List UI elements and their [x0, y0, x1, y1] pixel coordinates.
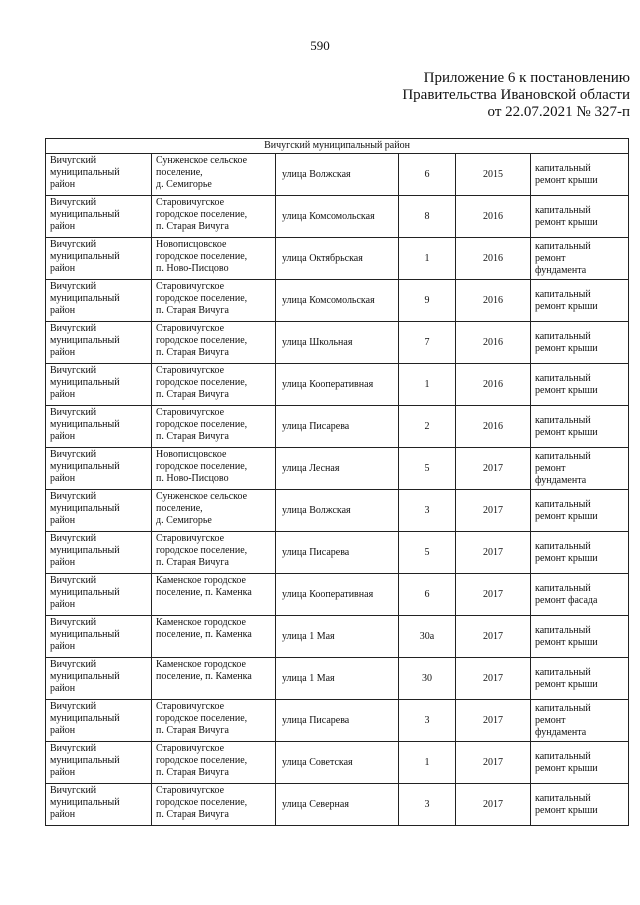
work-type-cell-line: капитальный — [535, 666, 591, 678]
settlement-cell — [152, 280, 276, 322]
work-type-cell-line: ремонт — [535, 714, 566, 726]
district-cell-line: район — [50, 389, 76, 400]
work-type-cell — [531, 532, 629, 574]
settlement-cell-line: д. Семигорье — [156, 515, 212, 526]
settlement-cell — [152, 700, 276, 742]
settlement-cell-line: городское поселение, — [156, 293, 248, 304]
house-number-cell: 1 — [399, 364, 456, 406]
district-cell-line: муниципальный — [50, 419, 120, 430]
table-row — [46, 700, 629, 742]
settlement-cell-line: поселение, п. Каменка — [156, 671, 252, 682]
work-type-cell-line: ремонт крыши — [535, 762, 598, 774]
street-cell: улица Кооперативная — [276, 574, 399, 616]
settlement-cell-line: Новописцовское — [156, 449, 227, 460]
year-cell: 2017 — [456, 490, 531, 532]
district-cell-line: муниципальный — [50, 209, 120, 220]
street-cell: улица Комсомольская — [276, 280, 399, 322]
work-type-cell-line: ремонт крыши — [535, 342, 598, 354]
settlement-cell-line: п. Старая Вичуга — [156, 725, 229, 736]
table-row — [46, 154, 629, 196]
work-type-cell-line: капитальный — [535, 498, 591, 510]
work-type-cell-line: капитальный — [535, 240, 591, 252]
district-cell-line: муниципальный — [50, 293, 120, 304]
district-cell-line: район — [50, 599, 76, 610]
housing-repair-table — [45, 138, 629, 826]
work-type-cell-line: капитальный — [535, 288, 591, 300]
district-cell — [46, 406, 152, 448]
region-title: Вичугский муниципальный район — [46, 139, 629, 154]
settlement-cell-line: п. Старая Вичуга — [156, 809, 229, 820]
work-type-cell-line: капитальный — [535, 162, 591, 174]
district-cell-line: Вичугский — [50, 449, 97, 460]
district-cell-line: муниципальный — [50, 335, 120, 346]
settlement-cell — [152, 490, 276, 532]
work-type-cell-line: капитальный — [535, 702, 591, 714]
work-type-cell-line: ремонт крыши — [535, 426, 598, 438]
page-number: 590 — [310, 38, 330, 53]
settlement-cell — [152, 154, 276, 196]
district-cell-line: муниципальный — [50, 503, 120, 514]
settlement-cell — [152, 322, 276, 364]
settlement-cell-line: п. Старая Вичуга — [156, 305, 229, 316]
table-row — [46, 532, 629, 574]
district-cell — [46, 154, 152, 196]
table-row — [46, 658, 629, 700]
work-type-cell — [531, 238, 629, 280]
district-cell-line: Вичугский — [50, 407, 97, 418]
settlement-cell — [152, 658, 276, 700]
district-cell — [46, 784, 152, 826]
work-type-cell-line: фундамента — [535, 264, 587, 276]
work-type-cell-line: фундамента — [535, 726, 587, 738]
settlement-cell-line: городское поселение, — [156, 545, 248, 556]
work-type-cell — [531, 658, 629, 700]
table-row — [46, 280, 629, 322]
district-cell-line: муниципальный — [50, 755, 120, 766]
settlement-cell-line: п. Старая Вичуга — [156, 389, 229, 400]
district-cell-line: Вичугский — [50, 323, 97, 334]
settlement-cell-line: п. Старая Вичуга — [156, 431, 229, 442]
district-cell-line: район — [50, 641, 76, 652]
work-type-cell-line: капитальный — [535, 540, 591, 552]
district-cell — [46, 280, 152, 322]
district-cell — [46, 448, 152, 490]
settlement-cell-line: Сунженское сельское — [156, 491, 248, 502]
table-row — [46, 742, 629, 784]
work-type-cell-line: ремонт крыши — [535, 384, 598, 396]
header-line-3: от 22.07.2021 № 327-п — [487, 104, 630, 120]
district-cell-line: Вичугский — [50, 659, 97, 670]
district-cell — [46, 616, 152, 658]
street-cell: улица 1 Мая — [276, 658, 399, 700]
settlement-cell — [152, 196, 276, 238]
work-type-cell-line: ремонт крыши — [535, 678, 598, 690]
district-cell — [46, 490, 152, 532]
work-type-cell-line: ремонт крыши — [535, 300, 598, 312]
year-cell: 2017 — [456, 700, 531, 742]
settlement-cell-line: Каменское городское — [156, 659, 246, 670]
settlement-cell-line: городское поселение, — [156, 755, 248, 766]
settlement-cell-line: Старовичугское — [156, 743, 225, 754]
work-type-cell-line: ремонт крыши — [535, 636, 598, 648]
district-cell-line: Вичугский — [50, 575, 97, 586]
work-type-cell-line: капитальный — [535, 204, 591, 216]
work-type-cell — [531, 154, 629, 196]
district-cell-line: район — [50, 263, 76, 274]
district-cell-line: муниципальный — [50, 461, 120, 472]
street-cell: улица Комсомольская — [276, 196, 399, 238]
table-row — [46, 616, 629, 658]
district-cell — [46, 700, 152, 742]
year-cell: 2017 — [456, 742, 531, 784]
work-type-cell-line: ремонт — [535, 252, 566, 264]
work-type-cell — [531, 700, 629, 742]
house-number-cell: 3 — [399, 490, 456, 532]
district-cell-line: муниципальный — [50, 167, 120, 178]
settlement-cell — [152, 448, 276, 490]
year-cell: 2017 — [456, 448, 531, 490]
settlement-cell-line: городское поселение, — [156, 335, 248, 346]
work-type-cell-line: капитальный — [535, 792, 591, 804]
work-type-cell — [531, 784, 629, 826]
district-cell-line: Вичугский — [50, 533, 97, 544]
table-row — [46, 196, 629, 238]
year-cell: 2017 — [456, 574, 531, 616]
table-row — [46, 490, 629, 532]
work-type-cell-line: ремонт крыши — [535, 216, 598, 228]
settlement-cell — [152, 784, 276, 826]
settlement-cell-line: п. Старая Вичуга — [156, 557, 229, 568]
street-cell: улица Северная — [276, 784, 399, 826]
house-number-cell: 2 — [399, 406, 456, 448]
work-type-cell — [531, 448, 629, 490]
year-cell: 2016 — [456, 238, 531, 280]
house-number-cell: 6 — [399, 154, 456, 196]
settlement-cell-line: городское поселение, — [156, 713, 248, 724]
work-type-cell-line: ремонт фасада — [535, 594, 598, 606]
settlement-cell-line: поселение, — [156, 167, 203, 178]
district-cell-line: район — [50, 179, 76, 190]
street-cell: улица Волжская — [276, 154, 399, 196]
year-cell: 2015 — [456, 154, 531, 196]
district-cell-line: район — [50, 809, 76, 820]
work-type-cell — [531, 280, 629, 322]
district-cell-line: район — [50, 473, 76, 484]
work-type-cell — [531, 490, 629, 532]
settlement-cell-line: п. Старая Вичуга — [156, 221, 229, 232]
district-cell-line: Вичугский — [50, 281, 97, 292]
year-cell: 2017 — [456, 532, 531, 574]
street-cell: улица Писарева — [276, 406, 399, 448]
settlement-cell-line: п. Старая Вичуга — [156, 767, 229, 778]
house-number-cell: 8 — [399, 196, 456, 238]
settlement-cell-line: поселение, п. Каменка — [156, 587, 252, 598]
district-cell-line: муниципальный — [50, 545, 120, 556]
document-header — [402, 70, 630, 121]
work-type-cell — [531, 364, 629, 406]
settlement-cell-line: поселение, п. Каменка — [156, 629, 252, 640]
work-type-cell-line: капитальный — [535, 582, 591, 594]
settlement-cell-line: Старовичугское — [156, 785, 225, 796]
district-cell-line: Вичугский — [50, 617, 97, 628]
work-type-cell — [531, 616, 629, 658]
district-cell-line: муниципальный — [50, 713, 120, 724]
settlement-cell-line: городское поселение, — [156, 419, 248, 430]
district-cell — [46, 742, 152, 784]
settlement-cell-line: поселение, — [156, 503, 203, 514]
work-type-cell-line: ремонт крыши — [535, 174, 598, 186]
settlement-cell — [152, 616, 276, 658]
house-number-cell: 1 — [399, 238, 456, 280]
street-cell: улица Кооперативная — [276, 364, 399, 406]
district-cell-line: Вичугский — [50, 365, 97, 376]
street-cell: улица Школьная — [276, 322, 399, 364]
work-type-cell-line: ремонт крыши — [535, 804, 598, 816]
work-type-cell — [531, 406, 629, 448]
settlement-cell-line: Старовичугское — [156, 323, 225, 334]
settlement-cell-line: Новописцовское — [156, 239, 227, 250]
header-line-2: Правительства Ивановской области — [402, 87, 630, 103]
district-cell — [46, 574, 152, 616]
work-type-cell-line: капитальный — [535, 372, 591, 384]
settlement-cell — [152, 406, 276, 448]
district-cell-line: муниципальный — [50, 797, 120, 808]
settlement-cell-line: городское поселение, — [156, 209, 248, 220]
settlement-cell — [152, 742, 276, 784]
work-type-cell-line: ремонт крыши — [535, 552, 598, 564]
year-cell: 2016 — [456, 280, 531, 322]
table-row — [46, 406, 629, 448]
district-cell-line: район — [50, 767, 76, 778]
district-cell-line: муниципальный — [50, 377, 120, 388]
settlement-cell-line: городское поселение, — [156, 377, 248, 388]
year-cell: 2017 — [456, 784, 531, 826]
district-cell-line: Вичугский — [50, 491, 97, 502]
settlement-cell — [152, 532, 276, 574]
work-type-cell-line: ремонт крыши — [535, 510, 598, 522]
house-number-cell: 3 — [399, 700, 456, 742]
district-cell-line: муниципальный — [50, 671, 120, 682]
settlement-cell-line: п. Ново-Писцово — [156, 473, 229, 484]
work-type-cell-line: ремонт — [535, 462, 566, 474]
work-type-cell-line: капитальный — [535, 414, 591, 426]
region-row — [46, 139, 629, 154]
year-cell: 2017 — [456, 658, 531, 700]
settlement-cell-line: Старовичугское — [156, 281, 225, 292]
settlement-cell-line: Старовичугское — [156, 197, 225, 208]
work-type-cell — [531, 742, 629, 784]
settlement-cell — [152, 238, 276, 280]
table-row — [46, 322, 629, 364]
district-cell — [46, 238, 152, 280]
district-cell — [46, 322, 152, 364]
street-cell: улица 1 Мая — [276, 616, 399, 658]
year-cell: 2017 — [456, 616, 531, 658]
settlement-cell-line: п. Ново-Писцово — [156, 263, 229, 274]
district-cell-line: район — [50, 557, 76, 568]
work-type-cell — [531, 322, 629, 364]
settlement-cell-line: п. Старая Вичуга — [156, 347, 229, 358]
work-type-cell-line: капитальный — [535, 450, 591, 462]
street-cell: улица Октябрьская — [276, 238, 399, 280]
house-number-cell: 3 — [399, 784, 456, 826]
settlement-cell-line: городское поселение, — [156, 797, 248, 808]
district-cell-line: Вичугский — [50, 701, 97, 712]
street-cell: улица Волжская — [276, 490, 399, 532]
district-cell-line: район — [50, 515, 76, 526]
settlement-cell-line: Старовичугское — [156, 533, 225, 544]
settlement-cell-line: Старовичугское — [156, 407, 225, 418]
district-cell-line: муниципальный — [50, 251, 120, 262]
street-cell: улица Советская — [276, 742, 399, 784]
work-type-cell — [531, 196, 629, 238]
settlement-cell — [152, 364, 276, 406]
house-number-cell: 30 — [399, 658, 456, 700]
header-line-1: Приложение 6 к постановлению — [423, 70, 630, 86]
district-cell-line: район — [50, 431, 76, 442]
house-number-cell: 5 — [399, 448, 456, 490]
settlement-cell-line: Каменское городское — [156, 617, 246, 628]
district-cell-line: муниципальный — [50, 629, 120, 640]
work-type-cell — [531, 574, 629, 616]
year-cell: 2016 — [456, 364, 531, 406]
year-cell: 2016 — [456, 196, 531, 238]
settlement-cell-line: Старовичугское — [156, 365, 225, 376]
settlement-cell-line: городское поселение, — [156, 251, 248, 262]
district-cell-line: район — [50, 305, 76, 316]
district-cell-line: район — [50, 347, 76, 358]
settlement-cell-line: городское поселение, — [156, 461, 248, 472]
district-cell — [46, 658, 152, 700]
district-cell-line: район — [50, 725, 76, 736]
table-row — [46, 448, 629, 490]
house-number-cell: 1 — [399, 742, 456, 784]
district-cell-line: район — [50, 221, 76, 232]
settlement-cell-line: д. Семигорье — [156, 179, 212, 190]
street-cell: улица Лесная — [276, 448, 399, 490]
district-cell-line: Вичугский — [50, 785, 97, 796]
district-cell — [46, 196, 152, 238]
settlement-cell — [152, 574, 276, 616]
settlement-cell-line: Сунженское сельское — [156, 155, 248, 166]
street-cell: улица Писарева — [276, 700, 399, 742]
district-cell-line: район — [50, 683, 76, 694]
house-number-cell: 6 — [399, 574, 456, 616]
work-type-cell-line: капитальный — [535, 750, 591, 762]
house-number-cell: 5 — [399, 532, 456, 574]
district-cell-line: Вичугский — [50, 197, 97, 208]
work-type-cell-line: фундамента — [535, 474, 587, 486]
house-number-cell: 30а — [399, 616, 456, 658]
district-cell-line: Вичугский — [50, 239, 97, 250]
year-cell: 2016 — [456, 322, 531, 364]
house-number-cell: 7 — [399, 322, 456, 364]
year-cell: 2016 — [456, 406, 531, 448]
table-row — [46, 238, 629, 280]
district-cell-line: муниципальный — [50, 587, 120, 598]
table-row — [46, 784, 629, 826]
street-cell: улица Писарева — [276, 532, 399, 574]
district-cell-line: Вичугский — [50, 155, 97, 166]
table-row — [46, 574, 629, 616]
district-cell — [46, 532, 152, 574]
work-type-cell-line: капитальный — [535, 330, 591, 342]
work-type-cell-line: капитальный — [535, 624, 591, 636]
settlement-cell-line: Каменское городское — [156, 575, 246, 586]
district-cell — [46, 364, 152, 406]
table-row — [46, 364, 629, 406]
settlement-cell-line: Старовичугское — [156, 701, 225, 712]
district-cell-line: Вичугский — [50, 743, 97, 754]
house-number-cell: 9 — [399, 280, 456, 322]
